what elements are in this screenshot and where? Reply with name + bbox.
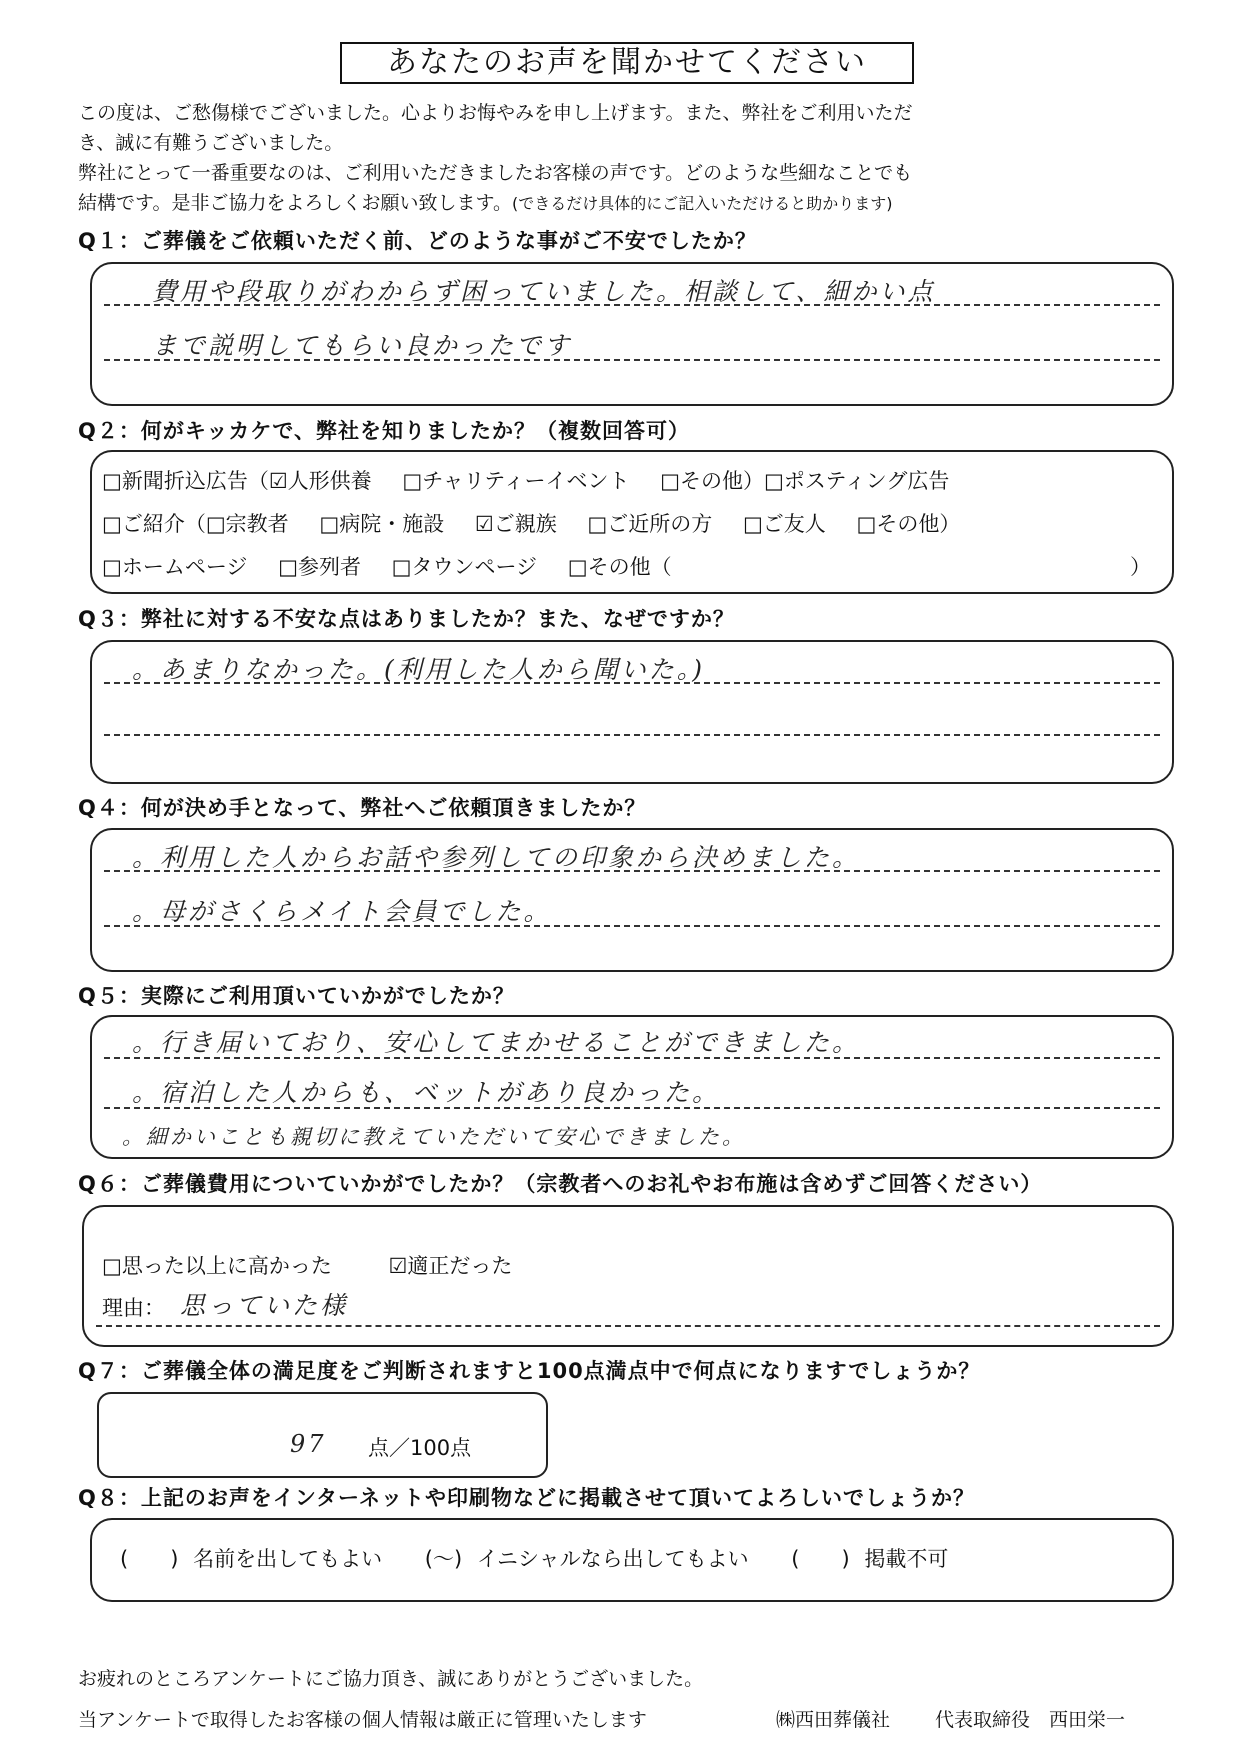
q7-score-value[interactable]: 97 xyxy=(290,1430,327,1458)
q2-option[interactable]: □その他）□ポスティング広告 xyxy=(660,469,950,493)
q2-option[interactable]: □病院・施設 xyxy=(319,512,445,536)
q2-option[interactable]: □チャリティーイベント xyxy=(402,469,630,493)
intro-line: この度は、ご愁傷様でございました。心よりお悔やみを申し上げます。また、弊社をご利用いただ xyxy=(78,102,913,124)
q4-answer-line2: 。母がさくらメイト会員でした。 xyxy=(132,897,552,926)
q2-option-row xyxy=(102,508,984,538)
q8-option1-mark[interactable]: ( ) xyxy=(120,1547,179,1571)
q5-answer-line1: 。行き届いており、安心してまかせることができました。 xyxy=(132,1028,861,1057)
intro-line xyxy=(78,188,1188,219)
q2-option[interactable]: □ご近所の方 xyxy=(587,512,713,536)
q2-option[interactable]: □その他（ xyxy=(567,555,672,579)
q2-option[interactable]: □その他） xyxy=(856,512,961,536)
q7-score-suffix: 点／100点 xyxy=(368,1436,472,1460)
q8-option1-label: 名前を出してもよい xyxy=(193,1547,383,1571)
footer-privacy: 当アンケートで取得したお客様の個人情報は厳正に管理いたします xyxy=(78,1709,647,1731)
q5-answer-line2: 。宿泊した人からも、ベットがあり良かった。 xyxy=(132,1078,721,1107)
q8-option-row xyxy=(120,1543,972,1573)
intro-line: 弊社にとって一番重要なのは、ご利用いただきましたお客様の声です。どのような些細なことでも xyxy=(78,162,913,184)
q3-question: Q３：弊社に対する不安な点はありましたか？また、なぜですか？ xyxy=(78,607,735,631)
intro-note: (できるだけ具体的にご記入いただけると助かります) xyxy=(511,194,893,213)
page-title: あなたのお声を聞かせてください xyxy=(340,42,914,84)
q2-option[interactable]: □ご友人 xyxy=(742,512,826,536)
intro-line: き、誠に有難うございました。 xyxy=(78,132,344,154)
q1-answer-line1: 費用や段取りがわからず困っていました。相談して、細かい点 xyxy=(152,277,936,306)
answer-line xyxy=(96,1325,1160,1327)
q8-option3-mark[interactable]: ( ) xyxy=(791,1547,850,1571)
q2-option-row xyxy=(102,551,696,581)
q5-answer-box xyxy=(90,1015,1174,1159)
q2-other-close: ） xyxy=(1130,555,1151,579)
intro-line-text: 結構です。是非ご協力をよろしくお願い致します。 xyxy=(78,192,512,214)
q6-option-row xyxy=(102,1250,536,1280)
q7-question: Q７：ご葬儀全体の満足度をご判断されますと100点満点中で何点になりますでしょうか？ xyxy=(78,1359,981,1383)
q5-question: Q５：実際にご利用頂いていかがでしたか？ xyxy=(78,984,515,1008)
q4-question: Q４：何が決め手となって、弊社へご依頼頂きましたか？ xyxy=(78,796,647,820)
footer-company: ㈱西田葬儀社 xyxy=(776,1709,891,1731)
q3-answer-box xyxy=(90,640,1174,784)
footer-signer: 代表取締役 西田栄一 xyxy=(935,1709,1126,1731)
q8-option2-mark[interactable]: (〜) xyxy=(424,1547,463,1571)
q2-question: Q２：何がキッカケで、弊社を知りましたか？（複数回答可） xyxy=(78,419,691,443)
q4-answer-line1: 。利用した人からお話や参列しての印象から決めました。 xyxy=(132,843,861,872)
q6-reason-answer: 思っていた様 xyxy=(180,1291,349,1320)
q1-answer-box xyxy=(90,262,1174,406)
q6-reason-label: 理由： xyxy=(102,1296,165,1320)
q3-answer-line1: 。あまりなかった。(利用した人から聞いた。) xyxy=(132,655,706,684)
q1-question: Q１：ご葬儀をご依頼いただく前、どのような事がご不安でしたか？ xyxy=(78,229,757,253)
q2-option[interactable]: □新聞折込広告（☑人形供養 xyxy=(102,469,372,493)
q4-answer-box xyxy=(90,828,1174,972)
q6-question: Q６：ご葬儀費用についていかがでしたか？（宗教者へのお礼やお布施は含めずご回答ください） xyxy=(78,1172,1043,1196)
q6-option-high[interactable]: □思った以上に高かった xyxy=(102,1254,332,1278)
q1-answer-line2: まで説明してもらい良かったです xyxy=(152,331,573,360)
intro-text xyxy=(78,98,1188,219)
q5-answer-line3: 。細かいことも親切に教えていただいて安心できました。 xyxy=(122,1125,746,1149)
q2-option-row xyxy=(102,465,973,495)
q8-option3-label: 掲載不可 xyxy=(864,1547,949,1571)
q2-option[interactable]: □参列者 xyxy=(278,555,361,579)
q2-option[interactable]: □ホームページ xyxy=(102,555,248,579)
q2-option[interactable]: ☑ご親族 xyxy=(474,512,557,536)
q6-option-fair[interactable]: ☑適正だった xyxy=(388,1254,513,1278)
answer-line xyxy=(104,734,1160,736)
q8-question: Q８：上記のお声をインターネットや印刷物などに掲載させて頂いてよろしいでしょうか？ xyxy=(78,1486,975,1510)
q2-option[interactable]: □タウンページ xyxy=(391,555,538,579)
q2-option[interactable]: □ご紹介（□宗教者 xyxy=(102,512,289,536)
footer-thanks: お疲れのところアンケートにご協力頂き、誠にありがとうございました。 xyxy=(78,1668,704,1690)
q8-option2-label: イニシャルなら出してもよい xyxy=(476,1547,749,1571)
